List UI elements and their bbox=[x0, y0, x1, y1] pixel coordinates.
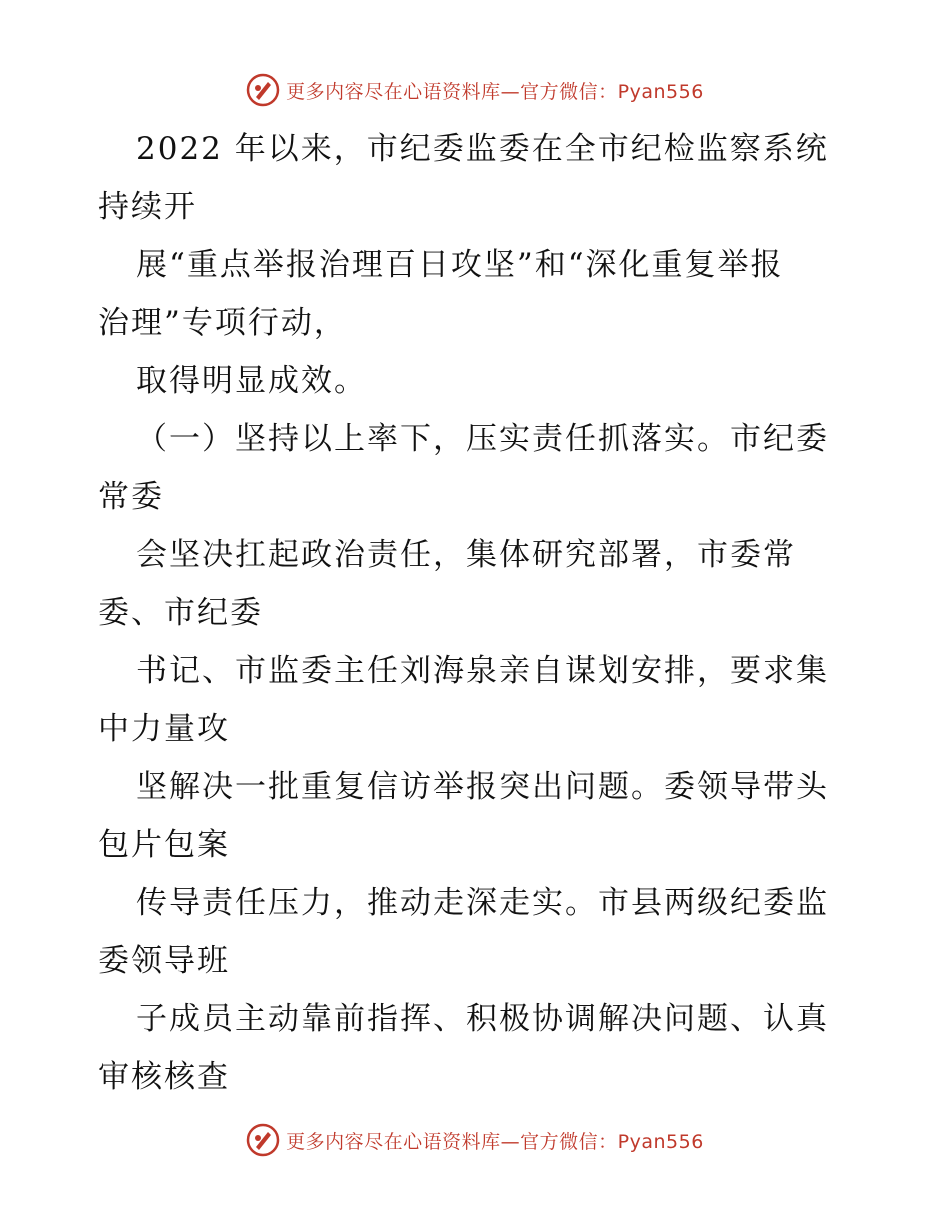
watermark-text: 更多内容尽在心语资料库—官方微信：Pyan556 bbox=[286, 1130, 704, 1153]
paragraph-line: 会坚决扛起政治责任，集体研究部署，市委常 bbox=[136, 537, 796, 573]
paragraph-line: 包片包案 bbox=[98, 827, 230, 863]
footer-watermark bbox=[0, 1120, 950, 1160]
paragraph-line: 书记、市监委主任刘海泉亲自谋划安排，要求集 bbox=[136, 653, 829, 689]
paragraph-line: 中力量攻 bbox=[98, 711, 230, 747]
section-heading-line: （一）坚持以上率下，压实责任抓落实。市纪委 bbox=[136, 421, 829, 457]
paragraph-line: 坚解决一批重复信访举报突出问题。委领导带头 bbox=[136, 769, 829, 805]
paragraph-line: 持续开 bbox=[98, 189, 197, 225]
ink-bottle-logo-icon bbox=[246, 1123, 280, 1157]
paragraph-line: 委领导班 bbox=[98, 943, 230, 979]
paragraph-line: 取得明显成效。 bbox=[136, 363, 367, 399]
paragraph-line: 子成员主动靠前指挥、积极协调解决问题、认真 bbox=[136, 1001, 829, 1037]
document-body bbox=[98, 120, 858, 1106]
paragraph-line: 2022 年以来，市纪委监委在全市纪检监察系统 bbox=[136, 131, 829, 167]
ink-bottle-logo-icon bbox=[246, 73, 280, 107]
paragraph-line: 治理”专项行动， bbox=[98, 305, 347, 341]
paragraph-line: 展“重点举报治理百日攻坚”和“深化重复举报 bbox=[136, 247, 784, 283]
header-watermark bbox=[0, 70, 950, 110]
watermark-text: 更多内容尽在心语资料库—官方微信：Pyan556 bbox=[286, 80, 704, 103]
paragraph-line: 审核核查 bbox=[98, 1059, 230, 1095]
paragraph-line: 常委 bbox=[98, 479, 164, 515]
paragraph-line: 传导责任压力，推动走深走实。市县两级纪委监 bbox=[136, 885, 829, 921]
paragraph-line: 委、市纪委 bbox=[98, 595, 263, 631]
